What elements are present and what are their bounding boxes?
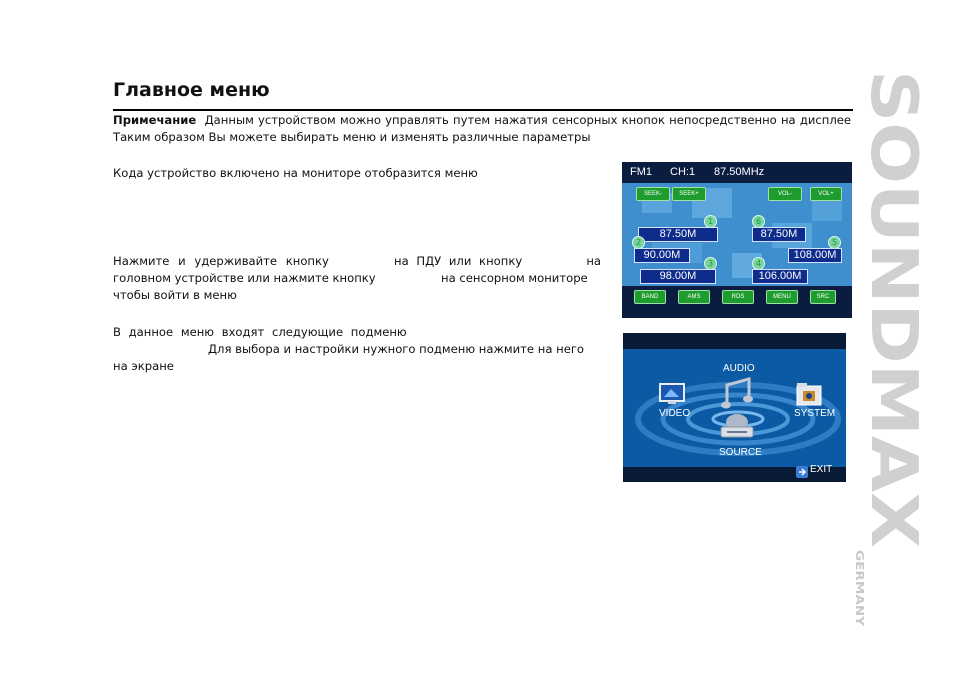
audio-icon[interactable]: [721, 377, 755, 409]
source-label[interactable]: SOURCE: [719, 447, 762, 458]
note-label: Примечание: [113, 113, 197, 127]
brand-sub-logo: [852, 548, 872, 628]
radio-channel: CH:1: [670, 166, 696, 178]
system-label[interactable]: SYSTEM: [794, 408, 836, 419]
para3-line2: Для выбора и настройки нужного подменю нажмите на него: [208, 342, 585, 356]
preset-4-button[interactable]: 106.00M: [752, 269, 808, 284]
ams-button[interactable]: AMS: [678, 290, 710, 304]
para2-line2-a: головном устройстве или нажмите кнопку: [113, 271, 376, 285]
preset-5-number: 5: [828, 236, 841, 249]
exit-icon[interactable]: [796, 466, 808, 478]
note-paragraph: [113, 112, 851, 146]
preset-6-button[interactable]: 87.50M: [752, 227, 806, 242]
preset-1-button[interactable]: 87.50M: [638, 227, 718, 242]
audio-label[interactable]: AUDIO: [723, 363, 755, 374]
para3-line1: В данное меню входят следующие подменю: [113, 325, 407, 339]
band-button[interactable]: BAND: [634, 290, 666, 304]
para3-line3: на экране: [113, 359, 174, 373]
para-submenus: [113, 324, 603, 375]
seek-down-button[interactable]: SEEK-: [636, 187, 670, 201]
src-button[interactable]: SRC: [810, 290, 836, 304]
brand-name: SOUNDMAX: [856, 70, 930, 492]
para2-line3: чтобы войти в меню: [113, 288, 237, 302]
page-title: Главное меню: [113, 79, 270, 101]
para2-line1-b: на ПДУ или кнопку: [394, 254, 523, 268]
preset-1-number: 1: [704, 215, 717, 228]
video-label[interactable]: VIDEO: [659, 408, 691, 419]
note-text: Данным устройством можно управлять путем нажатия сенсорных кнопок непосредственно на дисплее Таким образом Вы можете выбирать меню и изменять различные параметры: [113, 113, 852, 144]
radio-band: FM1: [630, 166, 652, 178]
para2-line2-b: на сенсорном мониторе: [441, 271, 588, 285]
preset-4-number: 4: [752, 257, 765, 270]
vol-up-button[interactable]: VOL+: [810, 187, 842, 201]
para2-line1-a: Нажмите и удерживайте кнопку: [113, 254, 329, 268]
title-rule: [113, 109, 853, 111]
preset-2-button[interactable]: 90.00M: [634, 248, 690, 263]
brand-sub: GERMANY: [853, 550, 866, 612]
source-icon[interactable]: [719, 413, 755, 441]
menu-top-bar: [623, 333, 846, 349]
system-icon[interactable]: [796, 382, 822, 406]
preset-3-number: 3: [704, 257, 717, 270]
vol-down-button[interactable]: VOL-: [768, 187, 802, 201]
menu-button[interactable]: MENU: [766, 290, 798, 304]
preset-5-button[interactable]: 108.00M: [788, 248, 842, 263]
para-menu-shown: Кода устройство включено на мониторе отобразится меню: [113, 166, 478, 180]
radio-status-bar: [622, 162, 852, 183]
menu-screen-image: [623, 333, 846, 482]
seek-up-button[interactable]: SEEK+: [672, 187, 706, 201]
preset-2-number: 2: [632, 236, 645, 249]
video-icon[interactable]: [659, 383, 685, 405]
para-enter-menu: [113, 253, 601, 304]
preset-6-number: 6: [752, 215, 765, 228]
para2-line1-c: на: [586, 254, 601, 268]
preset-3-button[interactable]: 98.00M: [640, 269, 716, 284]
rds-button[interactable]: RDS: [722, 290, 754, 304]
exit-label[interactable]: EXIT: [810, 464, 833, 475]
radio-frequency: 87.50MHz: [714, 166, 765, 178]
radio-screen-image: [622, 162, 852, 318]
